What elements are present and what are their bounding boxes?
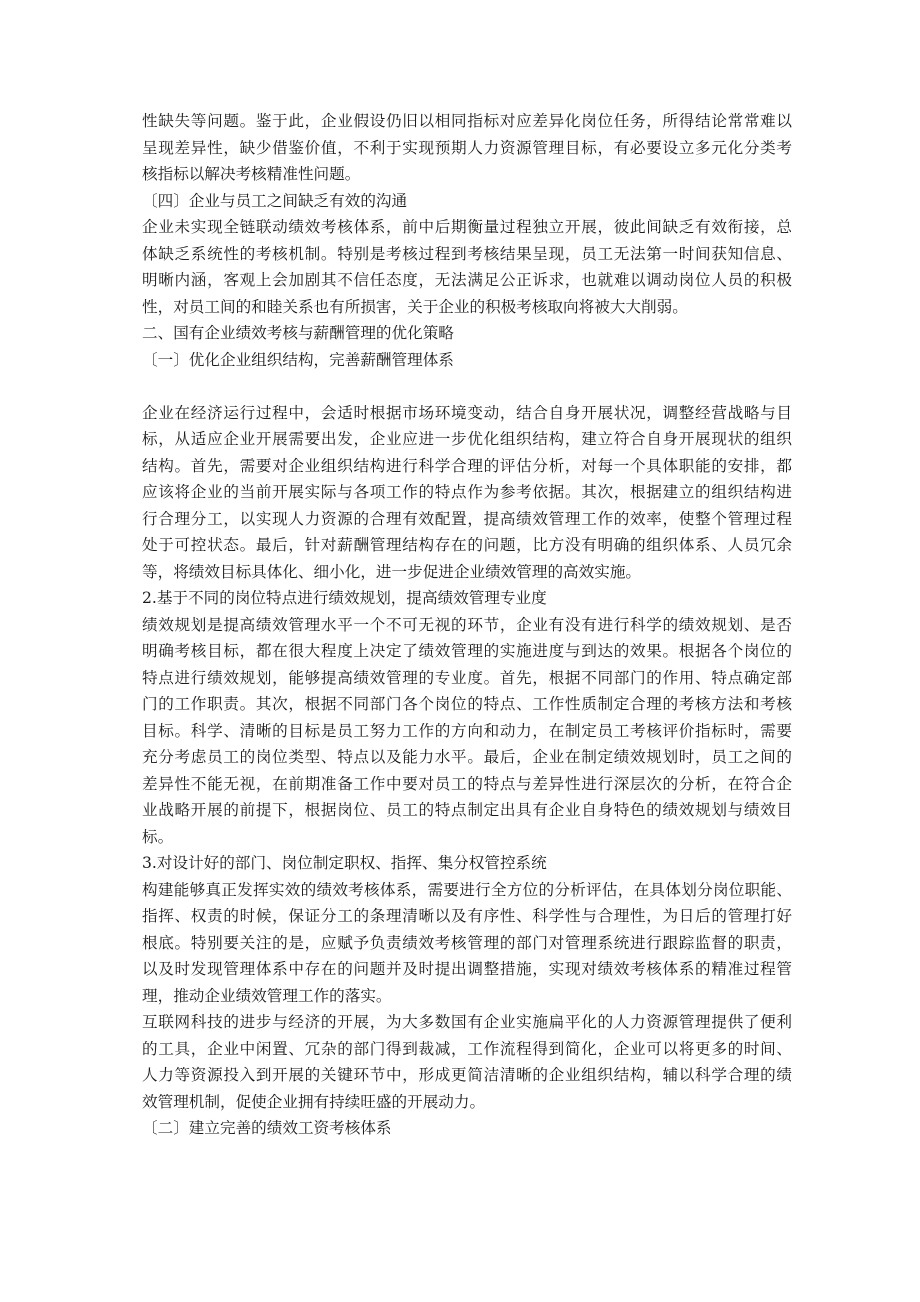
text-line: 3.对设计好的部门、岗位制定职权、指挥、集分权管控系统	[142, 854, 547, 872]
text-line: 差异性不能无视，在前期准备工作中要对员工的特点与差异性进行深层次的分析，在符合企	[142, 774, 792, 793]
text-line: 呈现差异性，缺少借鉴价值，不利于实现预期人力资源管理目标，有必要设立多元化分类考	[142, 138, 792, 157]
text-line: 构建能够真正发挥实效的绩效考核体系，需要进行全方位的分析评估，在具体划分岗位职能、	[142, 880, 792, 899]
text-line: 标，从适应企业开展需要出发，企业应进一步优化组织结构，建立符合自身开展现状的组织	[142, 430, 792, 448]
text-line: 业战略开展的前提下，根据岗位、员工的特点制定出具有企业自身特色的绩效规划与绩效目	[142, 801, 792, 819]
text-line: 〔四〕企业与员工之间缺乏有效的沟通	[142, 191, 408, 210]
text-line: 的工具，企业中闲置、冗杂的部门得到裁减，工作流程得到简化，企业可以将更多的时间、	[142, 1039, 792, 1058]
text-line: 〔二〕建立完善的绩效工资考核体系	[142, 1119, 392, 1137]
text-line: 互联网科技的进步与经济的开展，为大多数国有企业实施扁平化的人力资源管理提供了便利	[142, 1013, 792, 1031]
text-line: 处于可控状态。最后，针对薪酬管理结构存在的问题，比方没有明确的组织体系、人员冗余	[142, 536, 792, 554]
text-line: 人力等资源投入到开展的关键环节中，形成更简洁清晰的企业组织结构，辅以科学合理的绩	[142, 1066, 792, 1084]
text-line: 门的工作职责。其次，根据不同部门各个岗位的特点、工作性质制定合理的考核方法和考核	[142, 695, 792, 713]
text-line: 理，推动企业绩效管理工作的落实。	[142, 986, 392, 1005]
text-line: 2.基于不同的岗位特点进行绩效规划，提高绩效管理专业度	[142, 589, 547, 607]
text-line: 特点进行绩效规划，能够提高绩效管理的专业度。首先，根据不同部门的作用、特点确定部	[142, 668, 792, 687]
text-line: 明确考核目标，都在很大程度上决定了绩效管理的实施进度与到达的效果。根据各个岗位的	[142, 642, 792, 660]
text-line: 企业未实现全链联动绩效考核体系，前中后期衡量过程独立开展，彼此间缺乏有效衔接，总	[142, 218, 792, 236]
text-line: 绩效规划是提高绩效管理水平一个不可无视的环节，企业有没有进行科学的绩效规划、是否	[142, 615, 792, 634]
text-line: 目标。科学、清晰的目标是员工努力工作的方向和动力，在制定员工考核评价指标时，需要	[142, 721, 792, 740]
text-line: 标。	[142, 827, 174, 846]
text-line: 明晰内涵，客观上会加剧其不信任态度，无法满足公正诉求，也就难以调动岗位人员的积极	[142, 271, 792, 289]
text-line: 指挥、权责的时候，保证分工的条理清晰以及有序性、科学性与合理性，为日后的管理打好	[142, 907, 792, 925]
text-line: 根底。特别要关注的是，应赋予负责绩效考核管理的部门对管理系统进行跟踪监督的职责，	[142, 933, 792, 952]
text-line: 应该将企业的当前开展实际与各项工作的特点作为参考依据。其次，根据建立的组织结构进	[142, 483, 792, 501]
blank-line	[142, 373, 792, 400]
text-line: 体缺乏系统性的考核机制。特别是考核过程到考核结果呈现，员工无法第一时间获知信息、	[142, 244, 792, 263]
text-line: 二、国有企业绩效考核与薪酬管理的优化策略	[142, 324, 454, 342]
text-line: 企业在经济运行过程中，会适时根据市场环境变动，结合自身开展状况，调整经营战略与目	[142, 403, 792, 422]
text-line: 等，将绩效目标具体化、细小化，进一步促进企业绩效管理的高效实施。	[142, 562, 642, 581]
document-body	[142, 108, 792, 1142]
text-line: 核指标以解决考核精准性问题。	[142, 165, 361, 183]
text-line: 以及时发现管理体系中存在的问题并及时提出调整措施，实现对绩效考核体系的精准过程管	[142, 960, 792, 978]
text-line: 结构。首先，需要对企业组织结构进行科学合理的评估分析，对每一个具体职能的安排，都	[142, 456, 792, 475]
text-line: 〔一〕优化企业组织结构，完善薪酬管理体系	[142, 350, 454, 369]
text-line: 性，对员工间的和睦关系也有所损害，关于企业的积极考核取向将被大大削弱。	[142, 297, 688, 316]
text-line: 充分考虑员工的岗位类型、特点以及能力水平。最后，企业在制定绩效规划时，员工之间的	[142, 748, 792, 766]
text-line: 性缺失等问题。鉴于此，企业假设仍旧以相同指标对应差异化岗位任务，所得结论常常难以	[142, 112, 792, 130]
text-line: 行合理分工，以实现人力资源的合理有效配置，提高绩效管理工作的效率，使整个管理过程	[142, 509, 792, 528]
text-line: 效管理机制，促使企业拥有持续旺盛的开展动力。	[142, 1092, 486, 1111]
